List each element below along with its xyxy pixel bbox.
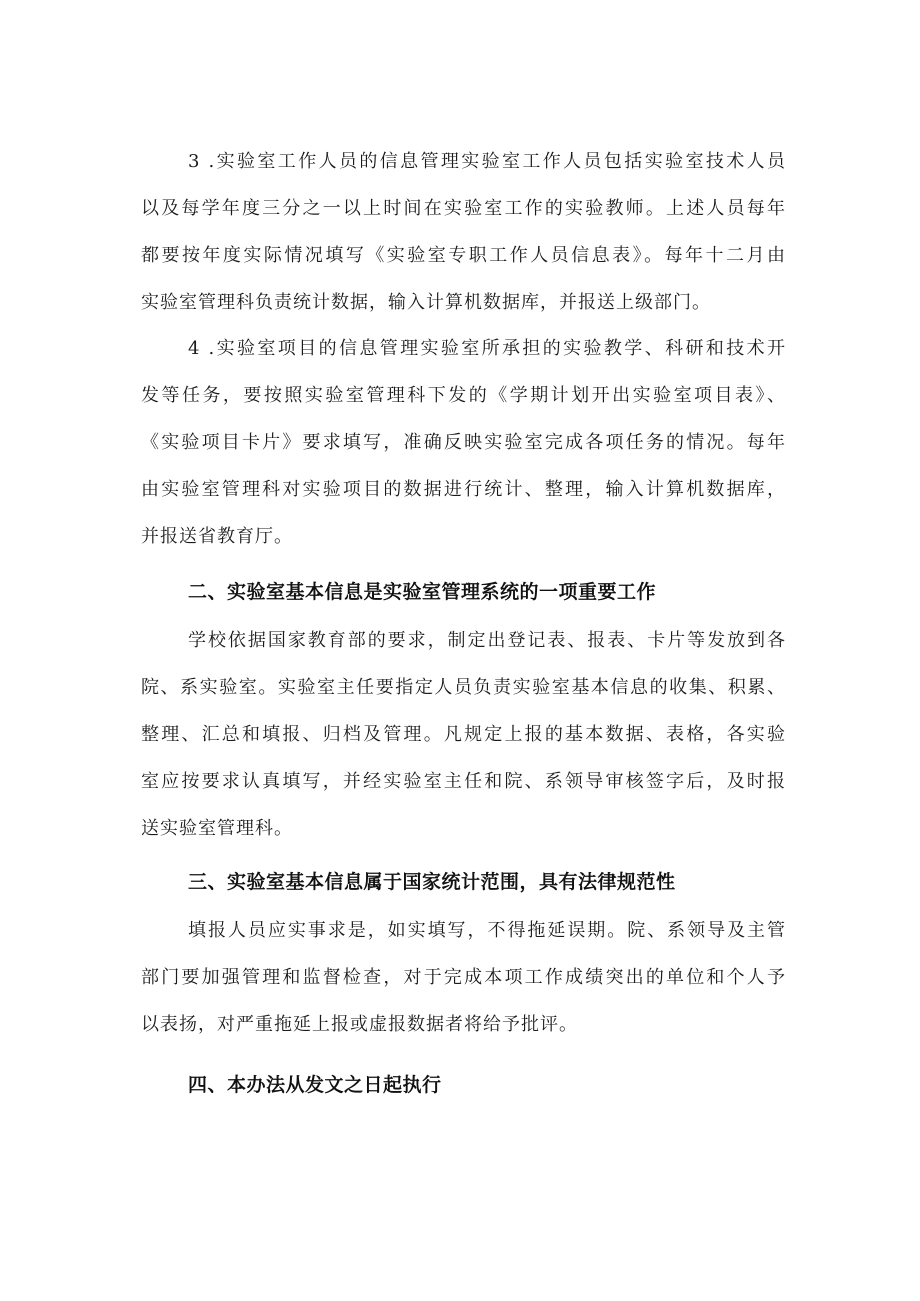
paragraph-line: 室应按要求认真填写，并经实验室主任和院、系领导审核签字后，及时报 [141,771,786,792]
section-heading-3: 三、实验室基本信息属于国家统计范围，具有法律规范性 [188,871,676,893]
section-heading-2: 二、实验室基本信息是实验室管理系统的一项重要工作 [188,581,657,603]
paragraph-lab-project-info [141,325,786,560]
paragraph-line: 都要按年度实际情况填写《实验室专职工作人员信息表》。每年十二月由 [141,245,786,266]
paragraph-line: 并报送省教育厅。 [141,526,293,547]
paragraph-line: 3 .实验室工作人员的信息管理实验室工作人员包括实验室技术人员 [188,151,786,172]
paragraph-basic-info-collection [141,617,786,852]
paragraph-line: 送实验室管理科。 [141,818,293,839]
paragraph-line: 4 .实验室项目的信息管理实验室所承担的实验教学、科研和技术开 [188,338,786,359]
paragraph-line: 以表扬，对严重拖延上报或虚报数据者将给予批评。 [141,1014,578,1035]
paragraph-line: 《实验项目卡片》要求填写，准确反映实验室完成各项任务的情况。每年 [141,432,786,453]
paragraph-line: 填报人员应实事求是，如实填写，不得拖延误期。院、系领导及主管 [188,920,786,941]
section-heading-4: 四、本办法从发文之日起执行 [188,1074,442,1096]
paragraph-line: 部门要加强管理和监督检查，对于完成本项工作成绩突出的单位和个人予 [141,967,786,988]
paragraph-reporting-rules [141,907,786,1048]
paragraph-line: 学校依据国家教育部的要求，制定出登记表、报表、卡片等发放到各 [188,630,786,651]
paragraph-line: 院、系实验室。实验室主任要指定人员负责实验室基本信息的收集、积累、 [141,677,786,698]
paragraph-line: 整理、汇总和填报、归档及管理。凡规定上报的基本数据、表格，各实验 [141,724,786,745]
paragraph-line: 以及每学年度三分之一以上时间在实验室工作的实验教师。上述人员每年 [141,198,786,219]
paragraph-line: 实验室管理科负责统计数据，输入计算机数据库，并报送上级部门。 [141,292,711,313]
paragraph-line: 由实验室管理科对实验项目的数据进行统计、整理，输入计算机数据库， [141,479,786,500]
paragraph-line: 发等任务，要按照实验室管理科下发的《学期计划开出实验室项目表》、 [141,385,786,406]
paragraph-lab-staff-info [141,138,786,326]
